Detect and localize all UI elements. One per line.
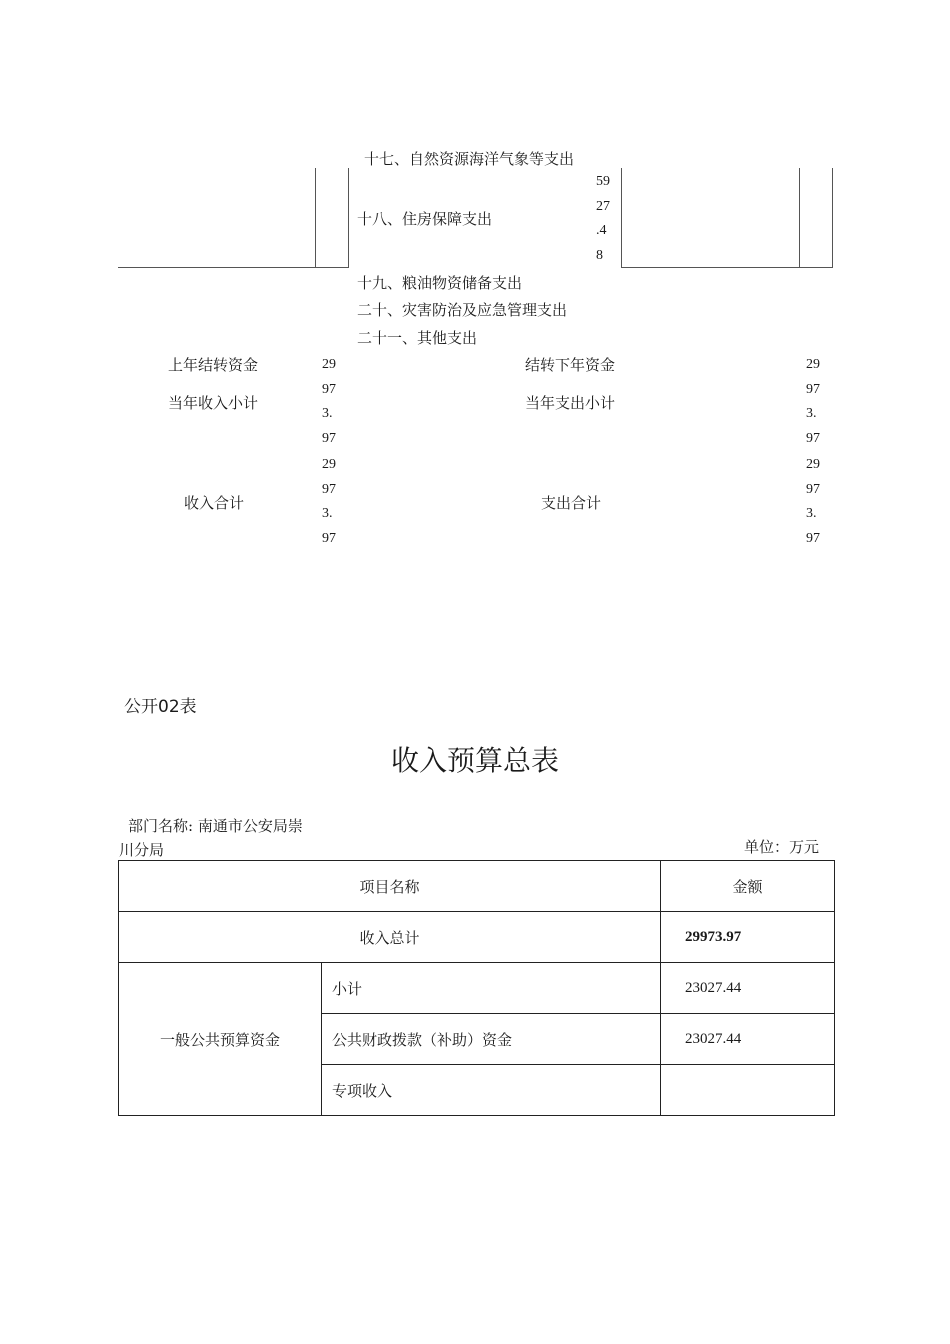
income-subtotal-amount: 29 97 3. 97 bbox=[322, 357, 336, 446]
expense-row-21: 二十一、其他支出 bbox=[357, 329, 478, 347]
income-total-label-cell: 收入总计 bbox=[119, 912, 661, 963]
income-total-label: 收入合计 bbox=[184, 494, 245, 512]
grid-line bbox=[799, 168, 800, 268]
income-total-amount-cell: 29973.97 bbox=[661, 912, 835, 963]
expense-row-19: 十九、粮油物资储备支出 bbox=[357, 274, 523, 292]
expense-subtotal-label: 当年支出小计 bbox=[525, 394, 616, 412]
income-budget-table bbox=[118, 860, 835, 1116]
expense-total-amount: 29 97 3. 97 bbox=[806, 457, 820, 546]
income-total-amount: 29 97 3. 97 bbox=[322, 457, 336, 546]
page-title: 收入预算总表 bbox=[390, 744, 559, 777]
header-amount: 金额 bbox=[661, 861, 835, 912]
sub-row-label: 专项收入 bbox=[322, 1065, 661, 1116]
grid-line bbox=[621, 267, 833, 268]
unit-label: 单位：万元 bbox=[744, 838, 820, 856]
sub-row-amount: 23027.44 bbox=[661, 963, 835, 1014]
grid-line bbox=[348, 168, 349, 268]
carry-in-label: 上年结转资金 bbox=[168, 356, 259, 374]
carry-out-label: 结转下年资金 bbox=[525, 356, 616, 374]
header-item-name: 项目名称 bbox=[119, 861, 661, 912]
expense-total-label: 支出合计 bbox=[541, 494, 602, 512]
table-code: 公开02表 bbox=[124, 697, 197, 717]
expense-row-18: 十八、住房保障支出 bbox=[357, 210, 493, 228]
sub-row-label: 小计 bbox=[322, 963, 661, 1014]
expense-row-17: 十七、自然资源海洋气象等支出 bbox=[364, 150, 575, 168]
table-row bbox=[119, 963, 835, 1014]
income-subtotal-label: 当年收入小计 bbox=[168, 394, 259, 412]
sub-row-amount: 23027.44 bbox=[661, 1014, 835, 1065]
sub-row-label: 公共财政拨款（补助）资金 bbox=[322, 1014, 661, 1065]
grid-line bbox=[621, 168, 622, 268]
expense-row-20: 二十、灾害防治及应急管理支出 bbox=[357, 301, 568, 319]
expense-row-18-amount: 59 27 .4 8 bbox=[596, 174, 610, 263]
group-label-cell: 一般公共预算资金 bbox=[119, 963, 322, 1116]
grid-line bbox=[832, 168, 833, 268]
grid-line bbox=[315, 168, 316, 268]
table-header-row bbox=[119, 861, 835, 912]
expense-subtotal-amount: 29 97 3. 97 bbox=[806, 357, 820, 446]
department-name: 部门名称: 南通市公安局崇 川分局 bbox=[119, 817, 303, 859]
grid-line bbox=[118, 267, 349, 268]
sub-row-amount bbox=[661, 1065, 835, 1116]
table-row bbox=[119, 912, 835, 963]
